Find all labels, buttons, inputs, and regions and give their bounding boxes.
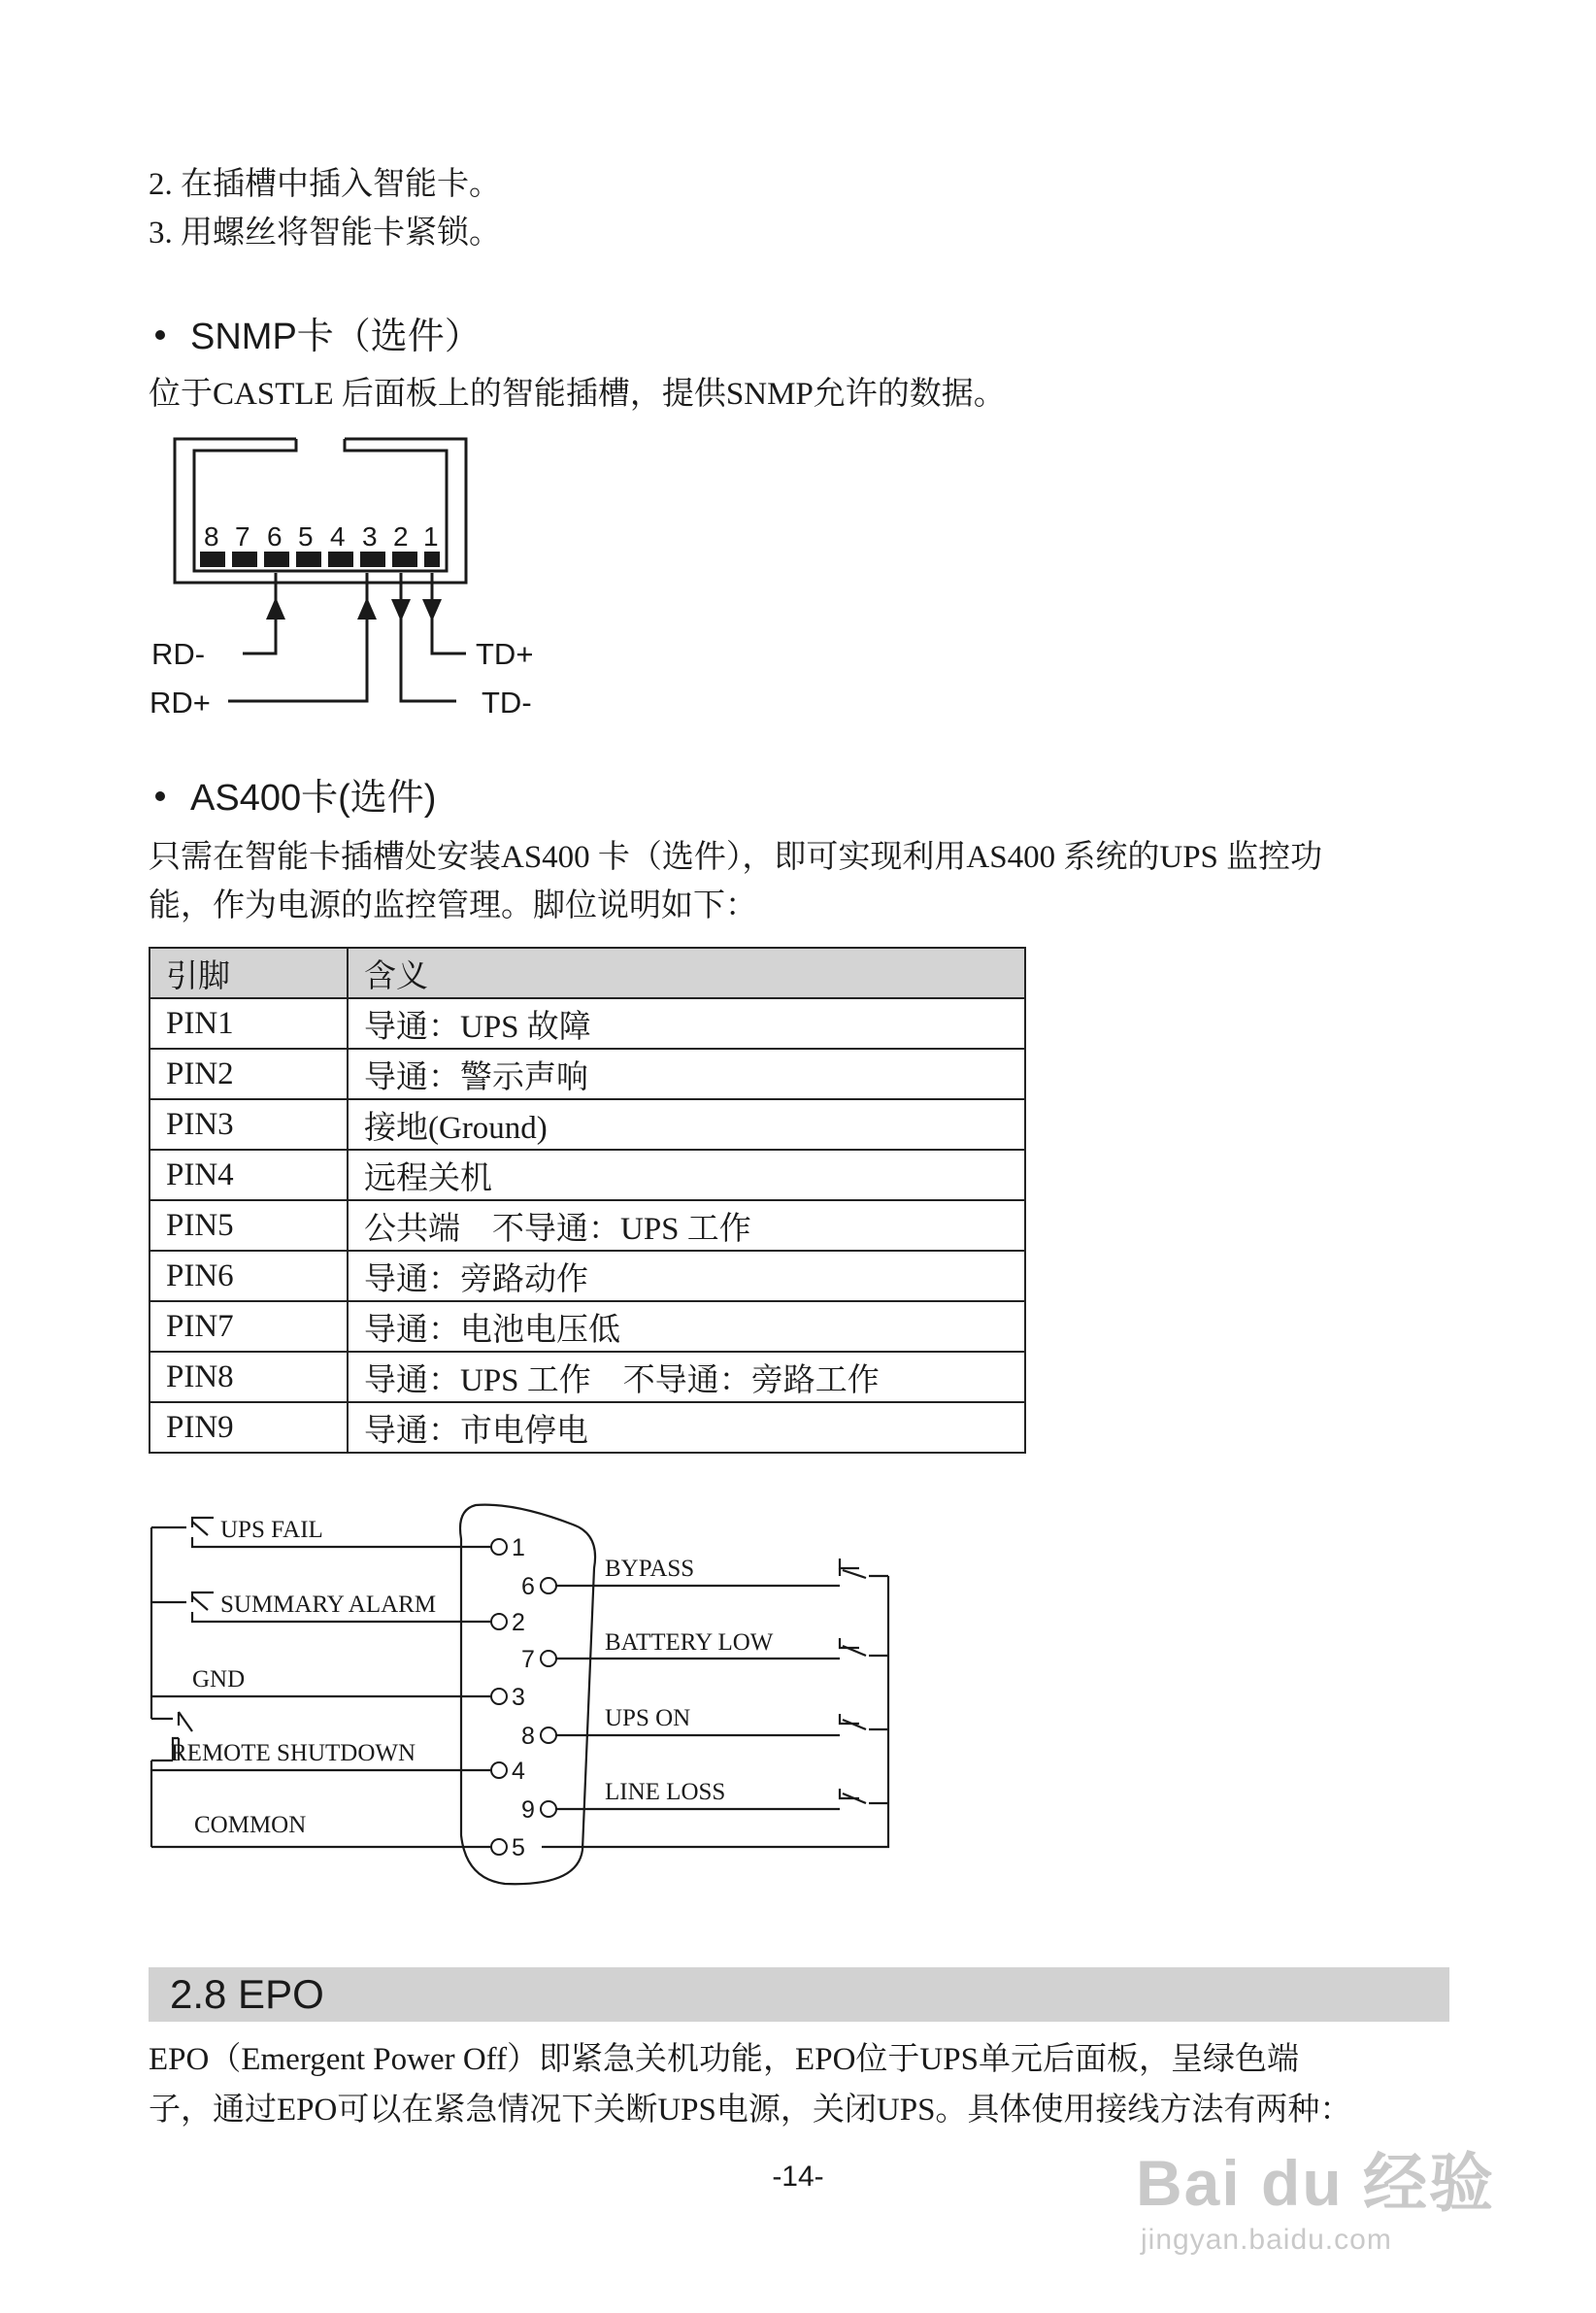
pin-label-8: 8	[204, 521, 219, 552]
baidu-logo-watermark: Bai du 经验	[1136, 2147, 1496, 2219]
db9-pin-label-8: 8	[521, 1723, 535, 1750]
table-row	[150, 998, 1025, 1049]
db9-pin-7	[541, 1651, 556, 1666]
page-number: -14-	[772, 2161, 824, 2193]
step-3: 3. 用螺丝将智能卡紧锁。	[149, 216, 501, 251]
table-header-meaning: 含义	[348, 948, 1025, 998]
epo-paragraph-line1: EPO（Emergent Power Off）即紧急关机功能，EPO位于UPS单元后面板，呈绿色端	[149, 2042, 1299, 2077]
table-row	[150, 1251, 1025, 1301]
pin-label-7: 7	[235, 521, 250, 552]
rj45-inner-outline	[194, 439, 447, 571]
as400-description-line2: 能，作为电源的监控管理。脚位说明如下：	[149, 888, 757, 923]
table-cell-meaning: 导通：警示声响	[348, 1049, 1025, 1099]
label-battery-low: BATTERY LOW	[605, 1629, 774, 1656]
label-ups-fail: UPS FAIL	[220, 1517, 323, 1543]
pin-label-2: 2	[393, 521, 409, 552]
pin-label-4: 4	[330, 521, 346, 552]
table-row	[150, 1049, 1025, 1099]
wire-td-minus	[401, 573, 456, 701]
table-cell-pin: PIN5	[150, 1200, 348, 1251]
label-common: COMMON	[194, 1812, 307, 1838]
pin-pad-7	[232, 552, 257, 567]
section-title-epo: 2.8 EPO	[170, 1971, 324, 2017]
table-cell-meaning: 导通：UPS 故障	[348, 998, 1025, 1049]
db9-pin-label-1: 1	[512, 1534, 525, 1561]
db9-pin-label-9: 9	[521, 1796, 535, 1824]
db9-pin-4	[491, 1762, 507, 1778]
pin-label-3: 3	[362, 521, 378, 552]
bullet-icon	[155, 330, 165, 340]
pin-pad-2	[392, 552, 417, 567]
label-td-minus: TD-	[482, 686, 532, 720]
db9-pin-8	[541, 1727, 556, 1743]
table-cell-pin: PIN4	[150, 1150, 348, 1200]
table-cell-meaning: 远程关机	[348, 1150, 1025, 1200]
table-cell-pin: PIN8	[150, 1352, 348, 1402]
label-td-plus: TD+	[476, 637, 534, 671]
label-rd-minus: RD-	[151, 637, 206, 671]
label-rd-plus: RD+	[150, 686, 211, 720]
db9-pin-label-2: 2	[512, 1609, 525, 1636]
db9-pin-1	[491, 1539, 507, 1555]
table-row	[150, 1402, 1025, 1453]
pin-pad-6	[264, 552, 289, 567]
db9-pin-3	[491, 1689, 507, 1704]
bullet-icon	[155, 791, 165, 801]
table-cell-meaning: 公共端 不导通：UPS 工作	[348, 1200, 1025, 1251]
pin-pad-8	[200, 552, 225, 567]
table-cell-meaning: 导通：UPS 工作 不导通：旁路工作	[348, 1352, 1025, 1402]
db9-pin-6	[541, 1578, 556, 1593]
db9-pin-label-6: 6	[521, 1573, 535, 1600]
table-cell-pin: PIN1	[150, 998, 348, 1049]
db9-pin-label-4: 4	[512, 1758, 525, 1785]
table-row	[150, 1150, 1025, 1200]
db9-pin-2	[491, 1614, 507, 1629]
table-cell-pin: PIN9	[150, 1402, 348, 1453]
pin-pad-4	[328, 552, 353, 567]
db9-connector-outline	[460, 1505, 595, 1885]
as400-heading	[155, 767, 436, 821]
wire-td-plus	[432, 573, 466, 654]
label-line-loss: LINE LOSS	[605, 1779, 726, 1805]
snmp-description: 位于CASTLE 后面板上的智能插槽，提供SNMP允许的数据。	[149, 377, 1006, 412]
snmp-heading	[155, 306, 482, 359]
table-header-pin: 引脚	[150, 948, 348, 998]
table-cell-pin: PIN6	[150, 1251, 348, 1301]
table-header-row	[150, 948, 1025, 998]
db9-pin-label-3: 3	[512, 1684, 525, 1711]
pin-pad-5	[296, 552, 321, 567]
watermark-url: jingyan.baidu.com	[1141, 2224, 1392, 2256]
as400-pin-table	[149, 947, 1026, 1454]
arrow-down-icon	[391, 599, 411, 621]
pin-pad-3	[360, 552, 385, 567]
table-row	[150, 1200, 1025, 1251]
pin-pads	[200, 552, 440, 567]
snmp-heading-text: SNMP卡（选件）	[190, 317, 482, 357]
section-header-bar	[149, 1967, 1449, 2022]
label-gnd: GND	[192, 1666, 246, 1693]
table-cell-pin: PIN7	[150, 1301, 348, 1352]
step-2: 2. 在插槽中插入智能卡。	[149, 167, 501, 202]
table-cell-pin: PIN3	[150, 1099, 348, 1150]
arrow-up-icon	[357, 597, 377, 620]
arrow-down-icon	[422, 599, 442, 621]
arrow-up-icon	[266, 597, 285, 620]
table-row	[150, 1301, 1025, 1352]
label-remote-shutdown: REMOTE SHUTDOWN	[171, 1740, 416, 1766]
db9-wiring-diagram	[146, 1500, 903, 1898]
wire-rd-plus	[228, 573, 367, 701]
label-bypass: BYPASS	[605, 1556, 695, 1582]
db9-pin-9	[541, 1801, 556, 1817]
db9-pin-label-5: 5	[512, 1834, 525, 1861]
table-cell-pin: PIN2	[150, 1049, 348, 1099]
as400-heading-text: AS400卡(选件)	[190, 778, 437, 819]
label-ups-on: UPS ON	[605, 1705, 691, 1731]
label-summary-alarm: SUMMARY ALARM	[220, 1592, 437, 1618]
rj45-pinout-diagram	[146, 427, 573, 728]
table-cell-meaning: 接地(Ground)	[348, 1099, 1025, 1150]
table-row	[150, 1099, 1025, 1150]
db9-pin-label-7: 7	[521, 1646, 535, 1673]
table-cell-meaning: 导通：电池电压低	[348, 1301, 1025, 1352]
pin-label-6: 6	[267, 521, 283, 552]
db9-pin-5	[491, 1839, 507, 1855]
epo-paragraph-line2: 子，通过EPO可以在紧急情况下关断UPS电源，关闭UPS。具体使用接线方法有两种：	[149, 2093, 1352, 2128]
pin-label-1: 1	[423, 521, 439, 552]
pin-label-5: 5	[298, 521, 314, 552]
table-row	[150, 1352, 1025, 1402]
pin-pad-1	[424, 552, 440, 567]
table-cell-meaning: 导通：市电停电	[348, 1402, 1025, 1453]
table-cell-meaning: 导通：旁路动作	[348, 1251, 1025, 1301]
as400-description-line1: 只需在智能卡插槽处安装AS400 卡（选件），即可实现利用AS400 系统的UPS 监控功	[149, 840, 1323, 875]
